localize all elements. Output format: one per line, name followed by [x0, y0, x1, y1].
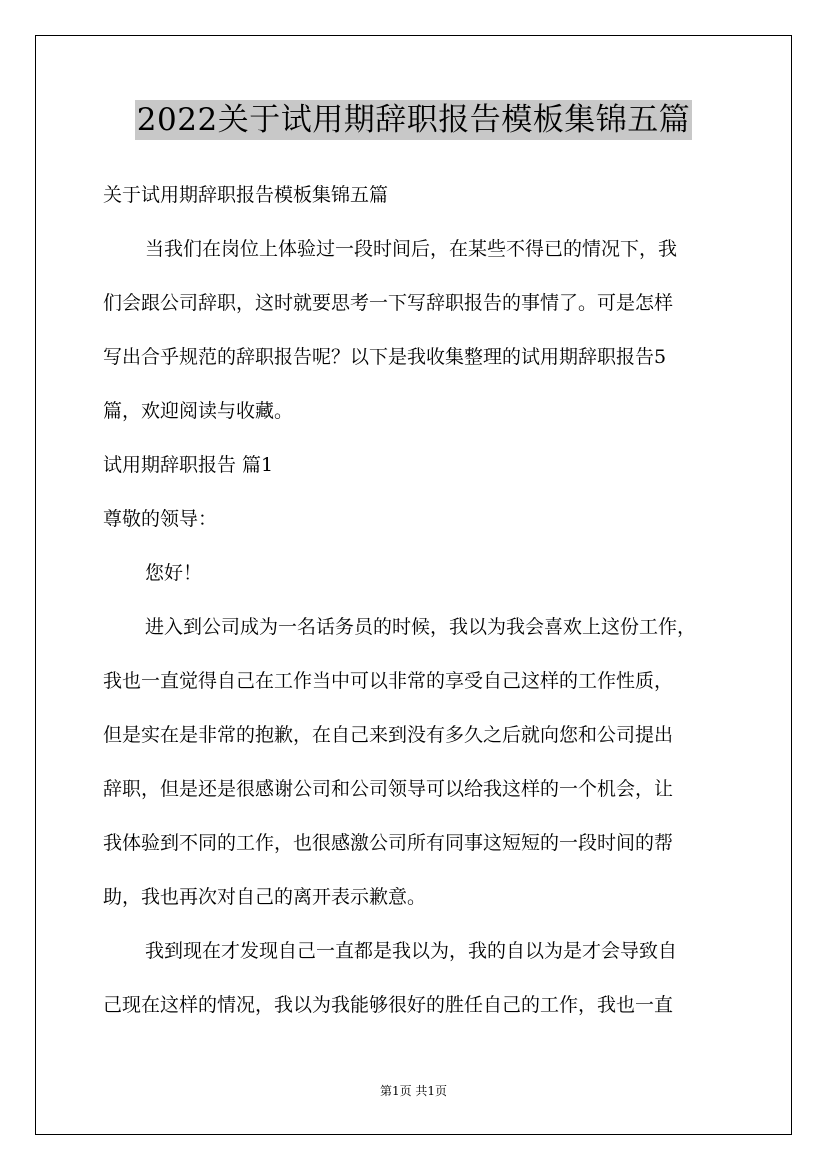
paragraph-line: 写出合乎规范的辞职报告呢？以下是我收集整理的试用期辞职报告5 [103, 346, 667, 368]
paragraph-line: 己现在这样的情况，我以为我能够很好的胜任自己的工作，我也一直 [103, 994, 674, 1016]
section-heading: 试用期辞职报告 篇1 [103, 454, 274, 476]
paragraph-line: 我也一直觉得自己在工作当中可以非常的享受自己这样的工作性质， [103, 670, 674, 692]
paragraph-line: 当我们在岗位上体验过一段时间后，在某些不得已的情况下，我 [145, 238, 678, 260]
document-subtitle: 关于试用期辞职报告模板集锦五篇 [103, 184, 389, 206]
paragraph-line: 我体验到不同的工作，也很感激公司所有同事这短短的一段时间的帮 [103, 832, 674, 854]
paragraph-line: 篇，欢迎阅读与收藏。 [103, 400, 294, 422]
paragraph-line: 但是实在是非常的抱歉，在自己来到没有多久之后就向您和公司提出 [103, 724, 674, 746]
salutation: 尊敬的领导： [103, 508, 218, 530]
paragraph-line: 助，我也再次对自己的离开表示歉意。 [103, 886, 427, 908]
document-title: 2022关于试用期辞职报告模板集锦五篇 [136, 102, 691, 138]
paragraph-line: 们会跟公司辞职，这时就要思考一下写辞职报告的事情了。可是怎样 [103, 292, 674, 314]
page-footer: 第1页 共1页 [379, 1084, 448, 1098]
paragraph-line: 我到现在才发现自己一直都是我以为，我的自以为是才会导致自 [145, 940, 678, 962]
title-container [0, 100, 827, 140]
paragraph-line: 进入到公司成为一名话务员的时候，我以为我会喜欢上这份工作， [145, 616, 697, 638]
greeting: 您好！ [145, 562, 203, 584]
paragraph-line: 辞职，但是还是很感谢公司和公司领导可以给我这样的一个机会，让 [103, 778, 674, 800]
